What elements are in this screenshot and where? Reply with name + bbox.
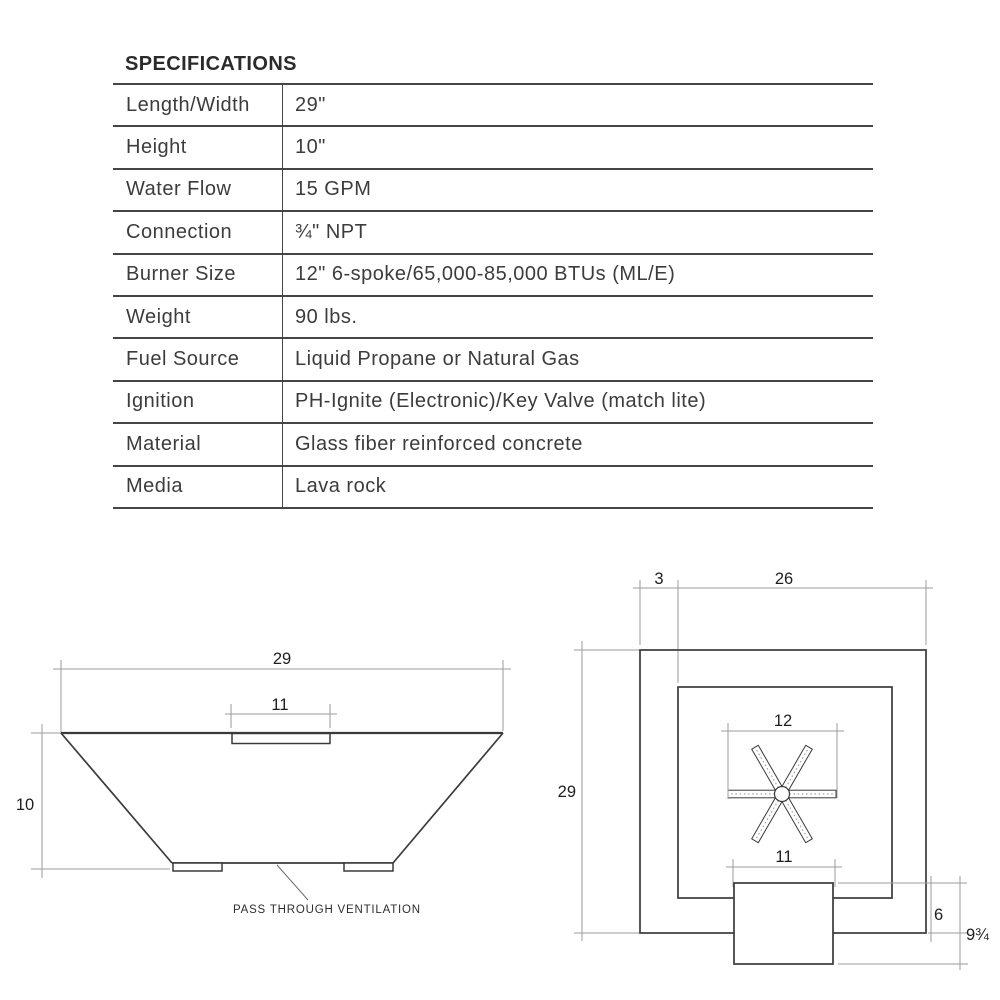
row-label: Material: [113, 424, 283, 464]
burner-hub: [775, 787, 790, 802]
water-spillway: [232, 734, 330, 744]
vent-rectangle: [734, 883, 833, 964]
row-value: 12" 6-spoke/65,000-85,000 BTUs (ML/E): [295, 263, 676, 286]
row-label: Water Flow: [113, 170, 283, 210]
vent-foot-right: [344, 863, 393, 871]
row-value: 29": [295, 93, 326, 116]
row-value: 10": [295, 136, 326, 159]
dim-text-vent-total-depth: 9¾: [966, 926, 989, 944]
side-view-dimensions: [31, 660, 511, 878]
row-label: Fuel Source: [113, 339, 283, 379]
row-label: Length/Width: [113, 85, 283, 125]
specifications-title: SPECIFICATIONS: [125, 53, 297, 75]
row-value: Lava rock: [295, 475, 387, 498]
vent-depth-dimensions: [838, 876, 968, 970]
top-view-drawing: [558, 570, 990, 970]
dim-text-overall-depth: 29: [557, 783, 576, 801]
side-view-drawing: [16, 650, 511, 916]
dim-text-burner-width: 12: [773, 712, 793, 730]
dim-text-vent-inner-depth: 6: [934, 906, 944, 924]
dim-text-inner-width: 26: [774, 570, 794, 588]
dim-text-overall-width: 29: [272, 650, 292, 668]
bowl-outline: [61, 733, 503, 871]
callout-leader-line: [277, 865, 308, 900]
row-label: Media: [113, 467, 283, 507]
dim-text-spillway-width: 11: [271, 696, 289, 714]
pass-through-ventilation-label: PASS THROUGH VENTILATION: [233, 904, 421, 916]
row-value: ¾" NPT: [295, 220, 368, 243]
dim-text-height: 10: [15, 796, 35, 814]
dim-text-edge-offset: 3: [654, 570, 664, 588]
row-label: Height: [113, 127, 283, 167]
six-spoke-burner: [728, 745, 836, 842]
row-label: Ignition: [113, 382, 283, 422]
row-value: Glass fiber reinforced concrete: [295, 432, 583, 455]
row-value: 90 lbs.: [295, 305, 358, 328]
row-label: Weight: [113, 297, 283, 337]
row-value: PH-Ignite (Electronic)/Key Valve (match lite): [295, 390, 707, 413]
row-value: Liquid Propane or Natural Gas: [295, 348, 580, 371]
vent-foot-left: [173, 863, 222, 871]
dim-text-vent-width: 11: [775, 848, 793, 866]
row-label: Burner Size: [113, 255, 283, 295]
row-label: Connection: [113, 212, 283, 252]
row-value: 15 GPM: [295, 178, 372, 201]
